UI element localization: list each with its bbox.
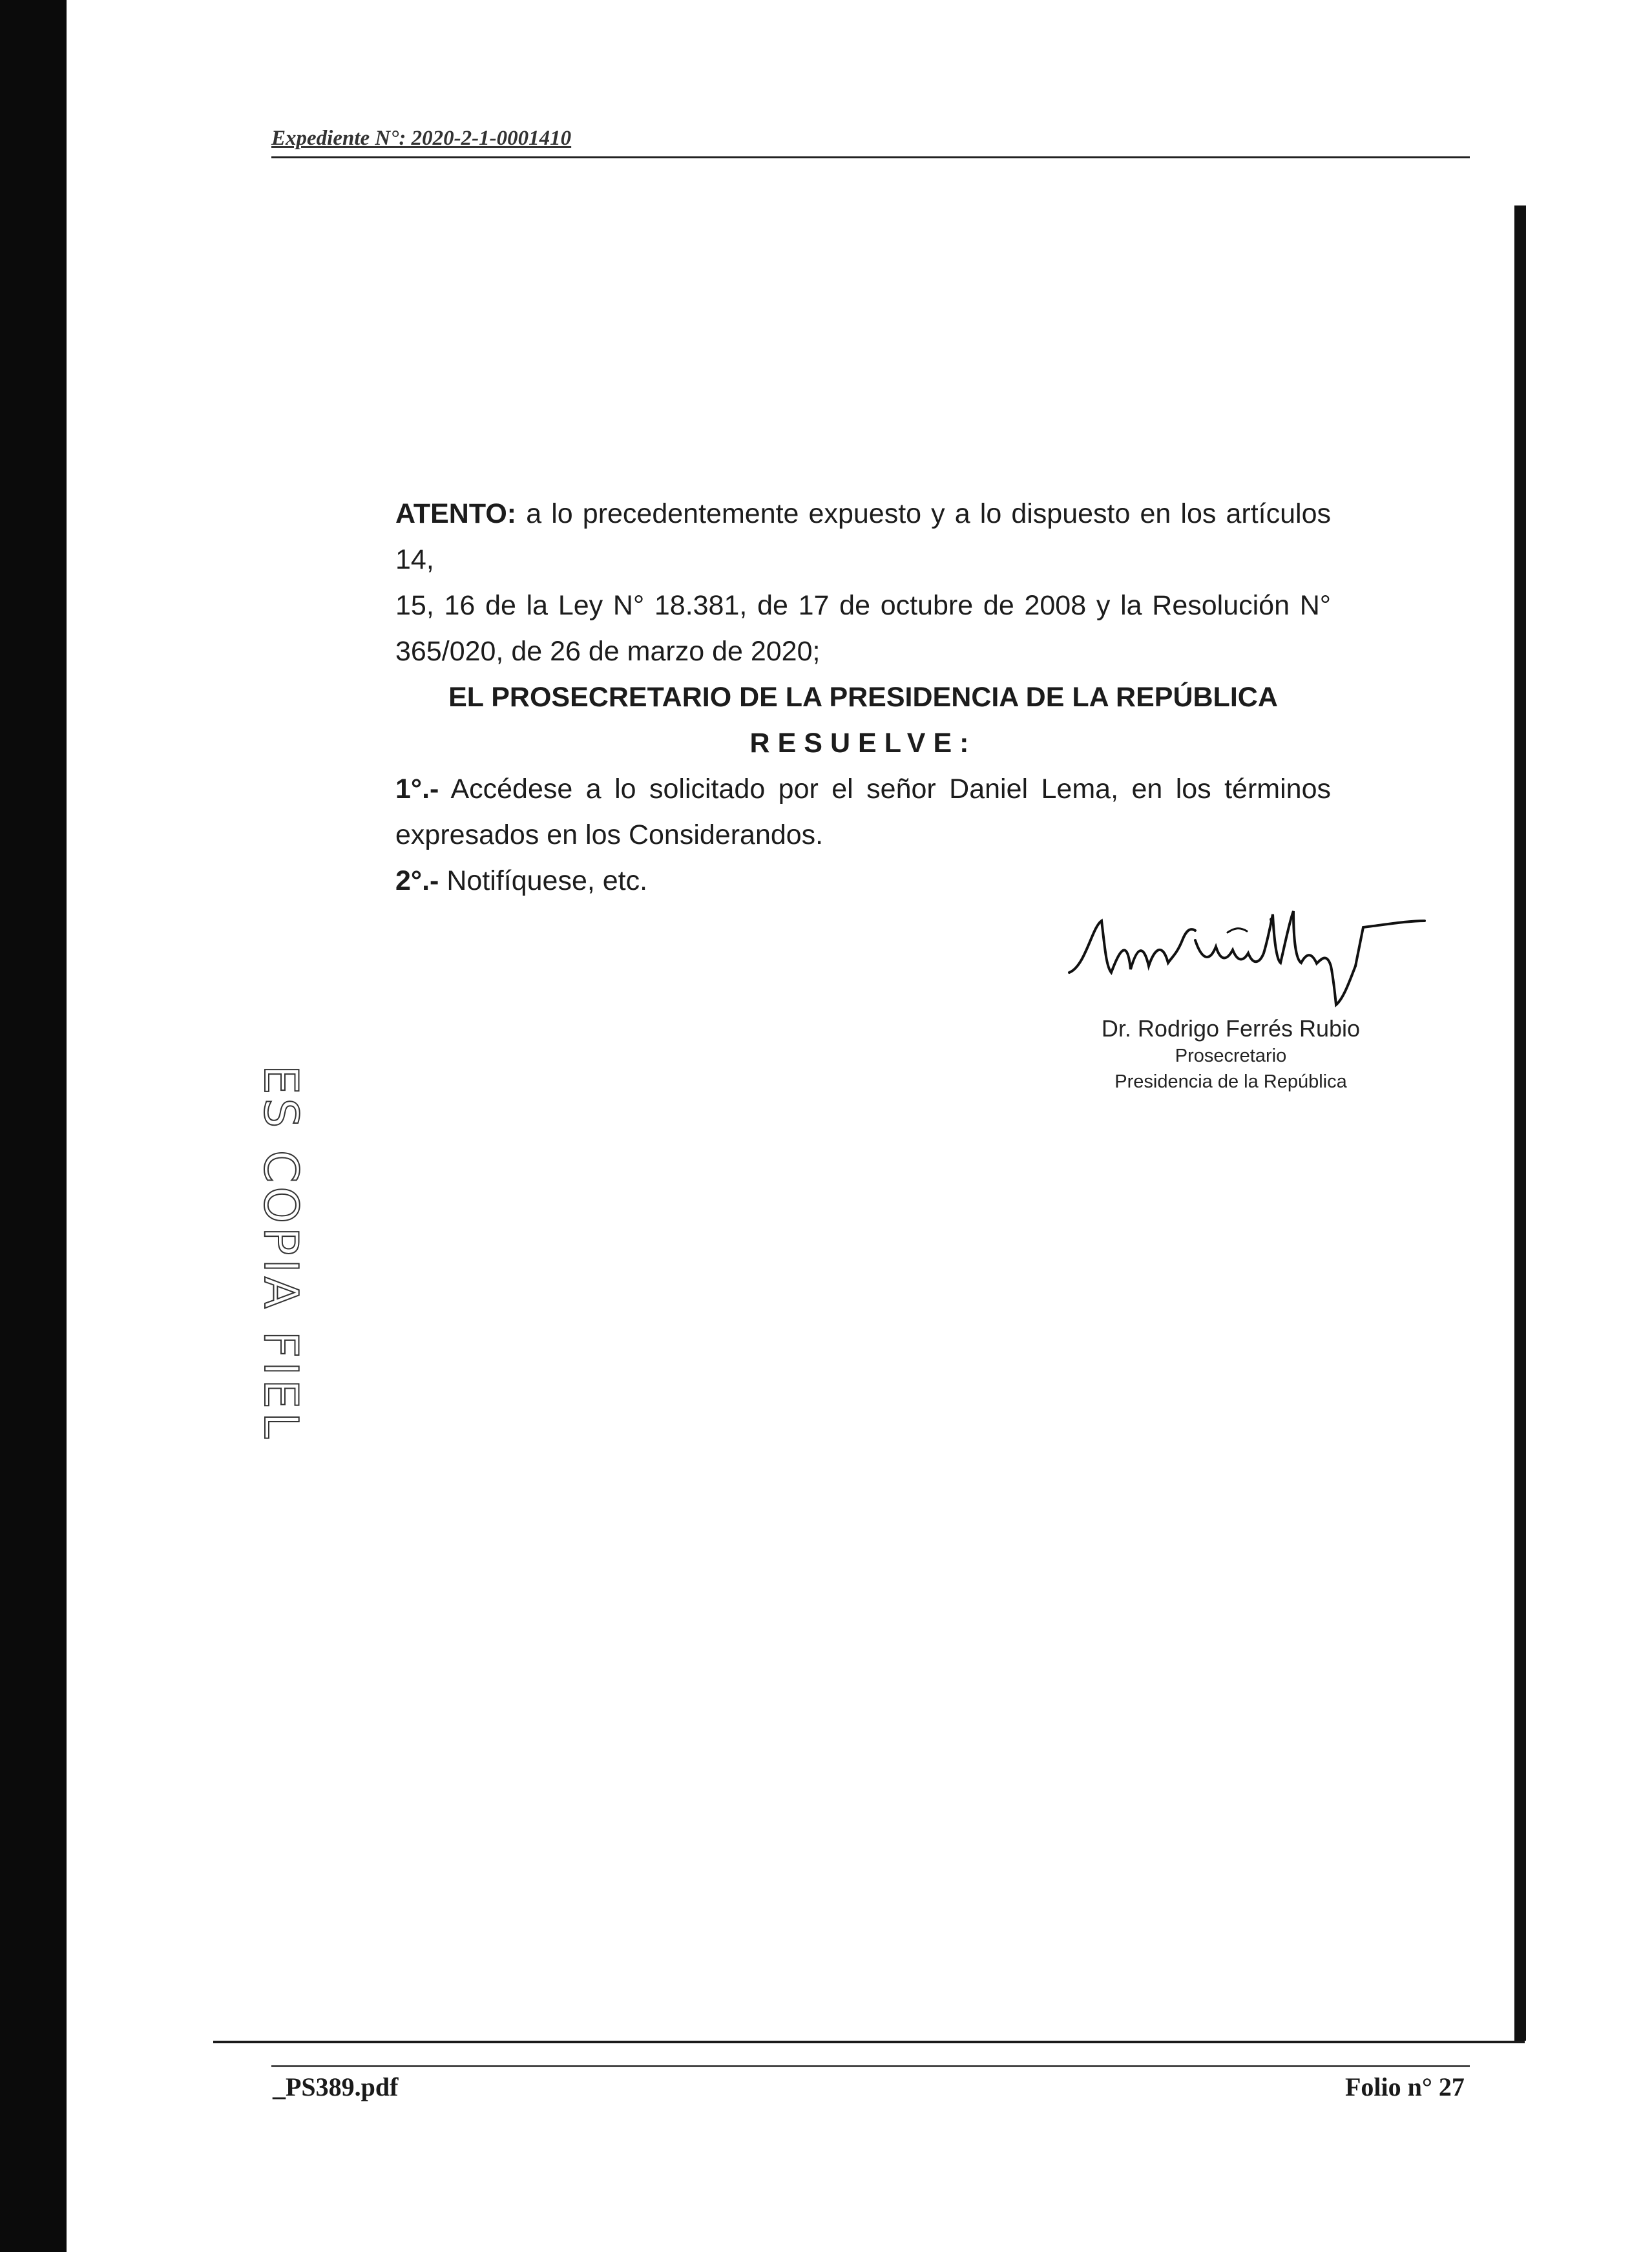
- item-2-label: 2°.-: [395, 865, 439, 896]
- footer-filename: _PS389.pdf: [273, 2072, 399, 2101]
- atento-line-2: 15, 16 de la Ley N° 18.381, de 17 de octubre de 2008 y la Resolución N°: [395, 590, 1331, 621]
- authority-heading: EL PROSECRETARIO DE LA PRESIDENCIA DE LA REPÚBLICA: [448, 682, 1278, 713]
- signatory-block: [1047, 1015, 1415, 1095]
- resuelve-heading: RESUELVE:: [749, 728, 977, 759]
- item-2-text: Notifíquese, etc.: [446, 865, 648, 896]
- scan-left-margin-bar: [0, 0, 67, 2252]
- item-1-line-1: [395, 766, 1331, 812]
- signatory-role: Prosecretario: [1175, 1046, 1287, 1066]
- resolution-body: [395, 491, 1331, 904]
- item-1-line-2: expresados en los Considerandos.: [395, 819, 824, 850]
- signatory-name: Dr. Rodrigo Ferrés Rubio: [1101, 1015, 1361, 1042]
- item-1-text: Accédese a lo solicitado por el señor Daniel Lema, en los términos: [450, 773, 1331, 805]
- expediente-number: Expediente N°: 2020-2-1-0001410: [271, 127, 572, 150]
- footer-rule: [271, 2065, 1470, 2067]
- copy-stamp: [246, 1064, 317, 1443]
- page-bottom-rule: [213, 2041, 1525, 2043]
- atento-label: ATENTO:: [395, 498, 517, 529]
- atento-line-3: 365/020, de 26 de marzo de 2020;: [395, 636, 821, 667]
- footer-folio: Folio n° 27: [1345, 2072, 1465, 2101]
- signatory-office: Presidencia de la República: [1114, 1071, 1347, 1092]
- scan-right-margin-bar: [1514, 205, 1526, 2041]
- handwritten-signature: [1066, 901, 1428, 1011]
- item-2-line: [395, 858, 1331, 904]
- document-header: [271, 127, 1470, 158]
- item-1-label: 1°.-: [395, 773, 439, 805]
- atento-text-1: a lo precedentemente expuesto y a lo dispuesto en los artículos 14,: [395, 498, 1331, 575]
- atento-line-1: [395, 491, 1331, 583]
- stamp-text: ES COPIA FIEL: [254, 1064, 308, 1443]
